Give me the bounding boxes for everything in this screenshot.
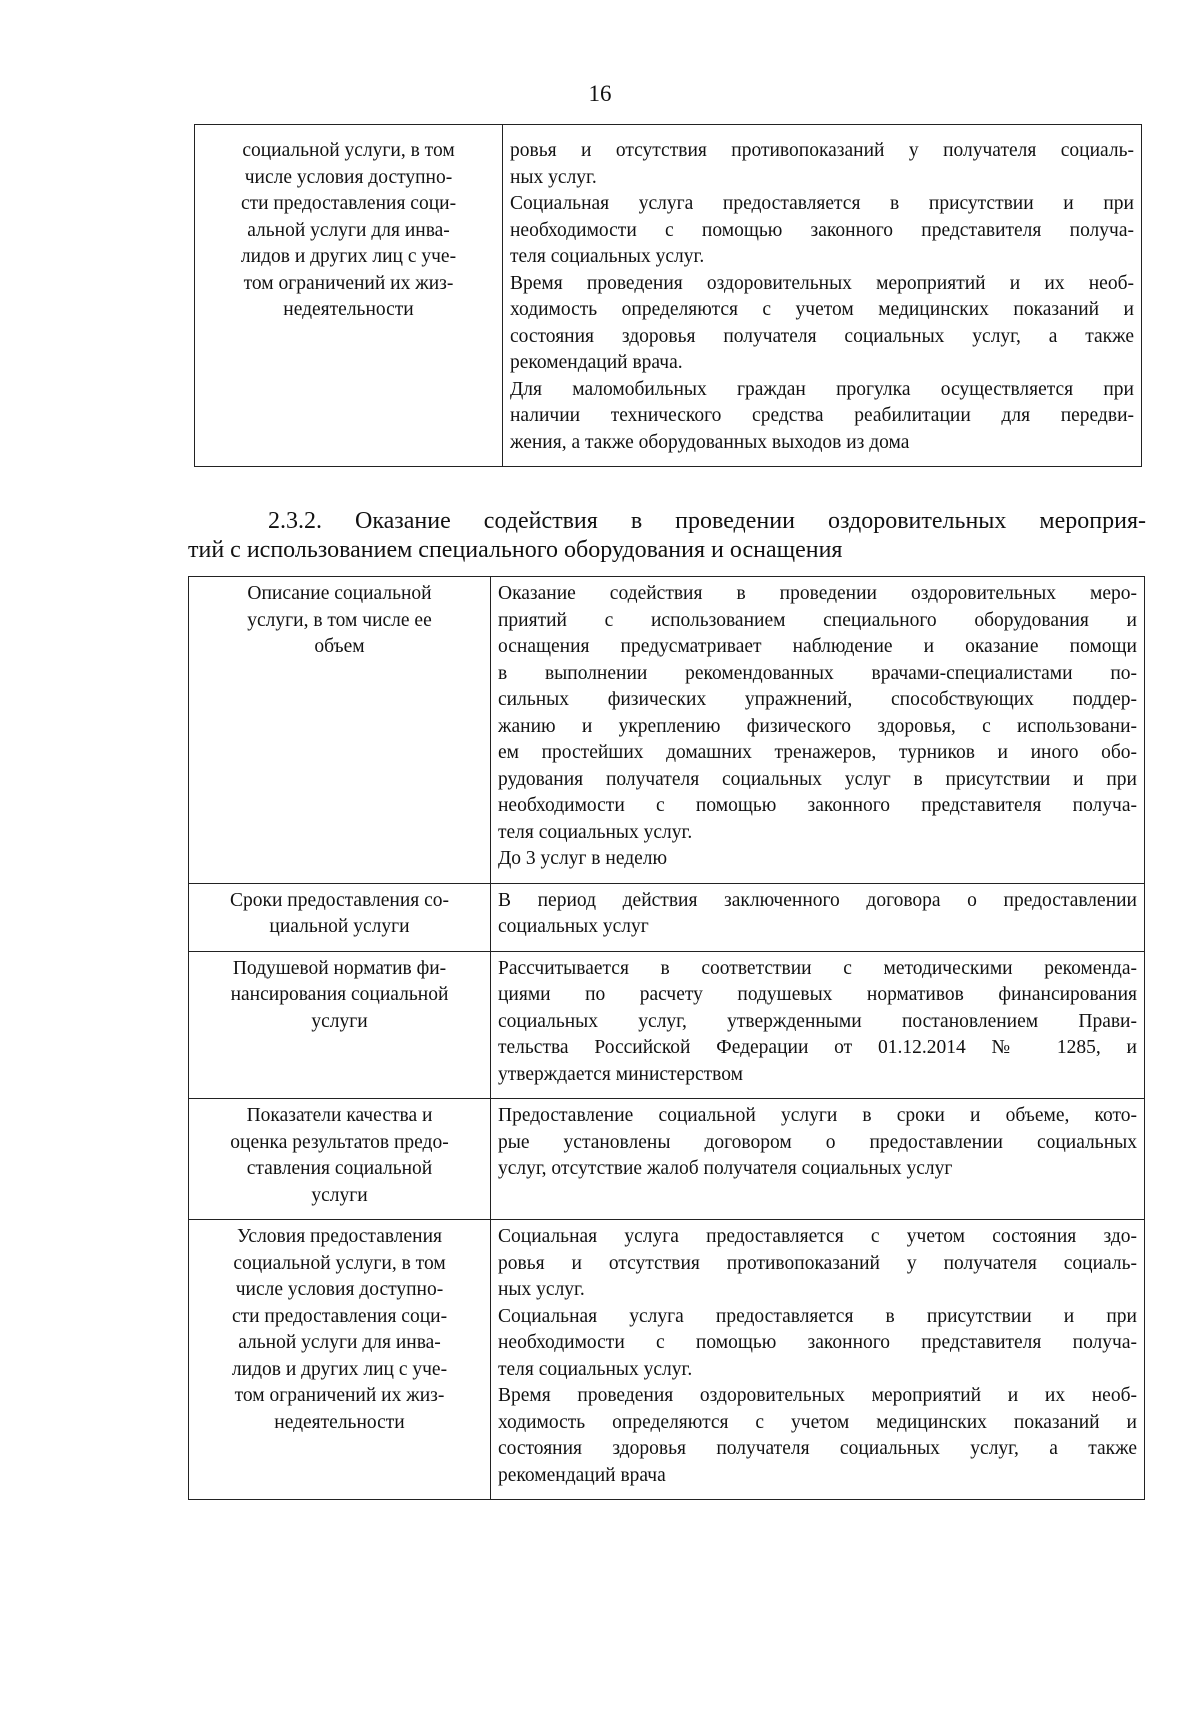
row-label-line: услуги, в том числе ее [247,609,432,631]
row-label-line: услуги [311,1010,368,1032]
section-heading [188,507,1146,564]
row-label-line: Описание социальной [247,583,432,604]
row-label-line: нансирования социальной [230,984,449,1005]
row-label-line: сти предоставления соци- [231,1305,448,1327]
row-label-line: услуги [311,1184,368,1206]
row-value-line: рекомендаций врача. [510,352,683,373]
row-label-cell [195,125,503,467]
row-label-line: оценка результатов предо- [230,1131,449,1153]
row-label-line: числе условия доступно- [235,1279,444,1300]
row-label-line: социальной услуги, в том [233,1252,446,1274]
row-value-line: До 3 услуг в неделю [498,848,668,869]
row-value-line: Для маломобильных граждан прогулка осуществляется при [510,378,1134,400]
row-value-line: Предоставление социальной услуги в сроки и объеме, кото- [498,1105,1137,1126]
row-value-line: теля социальных услуг. [498,1358,693,1380]
row-value-line: сильных физических упражнений, способствующих поддер- [498,689,1137,710]
row-value-line: социальных услуг [498,916,649,937]
row-value-line: рекомендаций врача [498,1464,666,1486]
row-value-line: ходимость определяются с учетом медицинских показаний и [498,1411,1137,1433]
service-table-continuation [194,124,1142,467]
row-value-line: Время проведения оздоровительных мероприятий и их необ- [510,272,1134,294]
row-label-line: циальной услуги [269,916,410,937]
row-value-line: Социальная услуга предоставляется с учетом состояния здо- [498,1226,1137,1247]
row-label-line: Подушевой норматив фи- [232,957,447,979]
table-row [189,577,1145,884]
row-value-line: Рассчитывается в соответствии с методическими рекоменда- [498,957,1137,979]
row-value-cell [491,1220,1145,1500]
row-value-line: состояния здоровья получателя социальных услуг, а также [510,325,1134,347]
row-label-line: объем [314,636,365,657]
row-label-line: том ограничений их жиз- [243,272,454,294]
table-row [189,951,1145,1099]
row-value-line: необходимости с помощью законного представителя получа- [498,795,1137,816]
row-value-line: теля социальных услуг. [510,246,705,267]
row-label-line: Показатели качества и [246,1105,433,1126]
row-label-line: том ограничений их жиз- [234,1385,445,1406]
row-value-line: социальных услуг, утвержденными постановлением Прави- [498,1010,1137,1032]
row-value-line: состояния здоровья получателя социальных услуг, а также [498,1438,1137,1459]
row-value-line: необходимости с помощью законного представителя получа- [498,1332,1137,1353]
page-number: 16 [588,81,612,106]
row-value-line: В период действия заключенного договора о предоставлении [498,889,1137,911]
row-value-line: услуг, отсутствие жалоб получателя социальных услуг [498,1158,953,1179]
row-value-line: тельства Российской Федерации от 01.12.2014 № 1285, и [498,1037,1137,1058]
row-label-line: недеятельности [274,1411,405,1433]
row-label-cell [189,1220,491,1500]
row-value-line: ем простейших домашних тренажеров, турников и иного обо- [498,742,1137,763]
row-value-line: рудования получателя социальных услуг в присутствии и при [498,768,1137,790]
row-label-line: числе условия доступно- [244,166,453,188]
row-value-line: ных услуг. [510,166,597,188]
table-row [189,1099,1145,1220]
row-value-line: рые установлены договором о предоставлении социальных [498,1131,1137,1153]
row-value-line: Социальная услуга предоставляется в присутствии и при [498,1305,1137,1327]
row-label-line: социальной услуги, в том [242,140,455,161]
row-label-line: Сроки предоставления со- [229,889,450,911]
row-label-cell [189,883,491,951]
row-label-line: альной услуги для инва- [238,1332,441,1353]
row-label-line: сти предоставления соци- [240,193,457,214]
row-value-line: утверждается министерством [498,1063,743,1085]
row-value-line: жанию и укреплению физического здоровья, с использовани- [498,715,1137,737]
row-label-line: лидов и других лиц с уче- [240,246,457,267]
row-value-line: Время проведения оздоровительных мероприятий и их необ- [498,1385,1137,1406]
row-value-line: циями по расчету подушевых нормативов финансирования [498,984,1137,1005]
row-value-line: приятий с использованием специального оборудования и [498,609,1137,631]
row-value-cell [491,577,1145,884]
row-value-cell [491,951,1145,1099]
section-heading-line-2: тий с использованием специального оборудования и оснащения [188,536,843,563]
row-label-line: Условия предоставления [236,1226,443,1247]
row-value-line: теля социальных услуг. [498,821,693,843]
row-value-line: ровья и отсутствия противопоказаний у получателя социаль- [510,140,1134,161]
section-heading-line-1: 2.3.2. Оказание содействия в проведении оздоровительных мероприя- [268,508,1146,534]
row-value-line: Социальная услуга предоставляется в присутствии и при [510,193,1134,214]
row-label-cell [189,577,491,884]
row-value-cell [491,883,1145,951]
table-row [189,883,1145,951]
row-value-line: в выполнении рекомендованных врачами-специалистами по- [498,662,1137,684]
row-label-line: ставления социальной [246,1158,433,1179]
service-table-2-3-2 [188,576,1145,1500]
row-value-line: необходимости с помощью законного представителя получа- [510,219,1134,241]
row-value-line: ных услуг. [498,1279,585,1300]
row-value-line: ровья и отсутствия противопоказаний у получателя социаль- [498,1252,1137,1274]
row-label-cell [189,951,491,1099]
row-value-line: наличии технического средства реабилитации для передви- [510,405,1134,426]
row-value-cell [491,1099,1145,1220]
row-label-line: недеятельности [283,299,414,320]
row-label-line: лидов и других лиц с уче- [231,1358,448,1380]
table-row [195,125,1142,467]
row-label-cell [189,1099,491,1220]
row-value-line: Оказание содействия в проведении оздоровительных меро- [498,583,1137,604]
row-value-line: оснащения предусматривает наблюдение и оказание помощи [498,636,1137,657]
row-value-line: жения, а также оборудованных выходов из дома [510,431,910,453]
row-value-line: ходимость определяются с учетом медицинских показаний и [510,299,1134,320]
table-row [189,1220,1145,1500]
row-value-cell [503,125,1142,467]
row-label-line: альной услуги для инва- [247,219,450,241]
